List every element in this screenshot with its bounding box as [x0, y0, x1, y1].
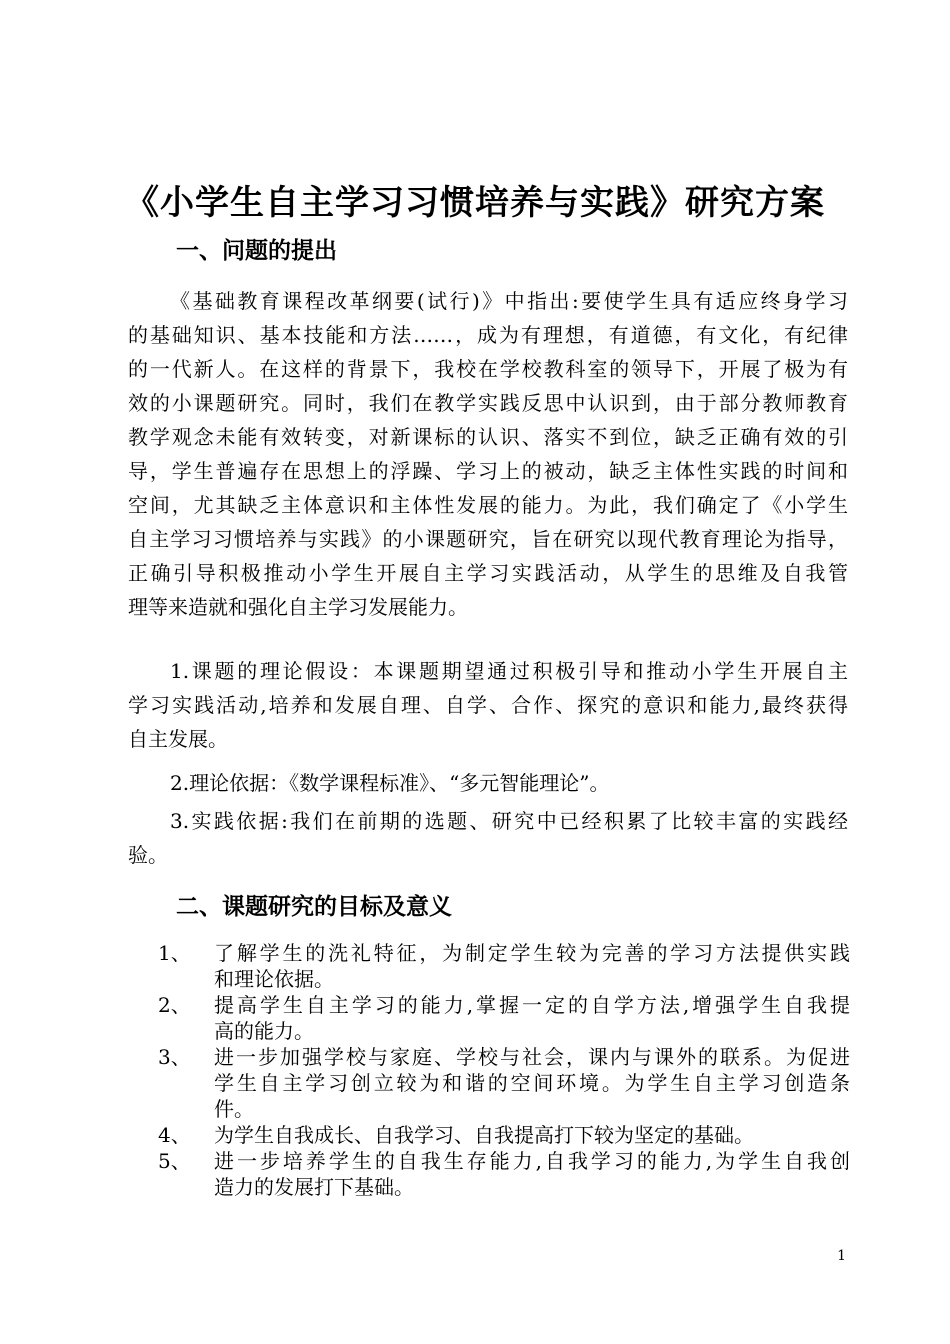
list-item-number: 1、	[158, 941, 191, 965]
list-item	[128, 1148, 850, 1200]
list-item	[128, 1122, 850, 1148]
paragraph-line: 《基础教育课程改革纲要(试行)》中指出:要使学生具有适应终身学习	[170, 289, 848, 313]
list-item-line: 件。	[214, 1097, 254, 1121]
paragraph-line: 自主发展。	[128, 727, 228, 751]
paragraph-line: 导，学生普遍存在思想上的浮躁、学习上的被动，缺乏主体性实践的时间和	[128, 459, 848, 483]
paragraph-line: 效的小课题研究。同时，我们在教学实践反思中认识到，由于部分教师教育	[128, 391, 848, 415]
list-item-line: 高的能力。	[214, 1019, 314, 1043]
list-item-line: 学生自主学习创立较为和谐的空间环境。为学生自主学习创造条	[214, 1071, 850, 1095]
list-item	[128, 940, 850, 992]
paragraph-line: 的基础知识、基本技能和方法……，成为有理想，有道德，有文化，有纪律	[128, 323, 848, 347]
paragraph-theory-basis	[128, 766, 848, 800]
page-number: 1	[837, 1248, 846, 1264]
list-item-line: 提高学生自主学习的能力,掌握一定的自学方法,增强学生自我提	[214, 993, 850, 1017]
paragraph-background	[128, 284, 848, 624]
list-item-line: 进一步培养学生的自我生存能力,自我学习的能力,为学生自我创	[214, 1149, 850, 1173]
paragraph-line: 学习实践活动,培养和发展自理、自学、合作、探究的意识和能力,最终获得	[128, 693, 848, 717]
paragraph-hypothesis	[128, 654, 848, 756]
paragraph-line: 教学观念未能有效转变，对新课标的认识、落实不到位，缺乏正确有效的引	[128, 425, 848, 449]
list-item-line: 了解学生的洗礼特征，为制定学生较为完善的学习方法提供实践	[214, 941, 850, 965]
paragraph-line: 理等来造就和强化自主学习发展能力。	[128, 595, 468, 619]
list-item-line: 和理论依据。	[214, 967, 334, 991]
list-item-line: 造力的发展打下基础。	[214, 1175, 414, 1199]
list-item	[128, 1044, 850, 1122]
list-item-line: 为学生自我成长、自我学习、自我提高打下较为坚定的基础。	[214, 1123, 754, 1147]
document-title: 《小学生自主学习习惯培养与实践》研究方案	[125, 183, 825, 223]
section-heading-problem: 一、问题的提出	[176, 238, 337, 264]
paragraph-line: 的一代新人。在这样的背景下，我校在学校教科室的领导下，开展了极为有	[128, 357, 848, 381]
list-item	[128, 992, 850, 1044]
paragraph-line: 1.课题的理论假设：本课题期望通过积极引导和推动小学生开展自主	[170, 659, 848, 683]
list-item-number: 3、	[158, 1045, 191, 1069]
paragraph-practice-basis	[128, 804, 848, 872]
goals-list	[128, 940, 850, 1200]
paragraph-line: 3.实践依据:我们在前期的选题、研究中已经积累了比较丰富的实践经	[170, 809, 848, 833]
paragraph-line: 自主学习习惯培养与实践》的小课题研究，旨在研究以现代教育理论为指导，	[128, 527, 848, 551]
paragraph-line: 2.理论依据：《数学课程标准》、“多元智能理论”。	[170, 771, 610, 795]
paragraph-line: 验。	[128, 843, 168, 867]
paragraph-line: 空间，尤其缺乏主体意识和主体性发展的能力。为此，我们确定了《小学生	[128, 493, 848, 517]
list-item-line: 进一步加强学校与家庭、学校与社会，课内与课外的联系。为促进	[214, 1045, 850, 1069]
list-item-number: 4、	[158, 1123, 191, 1147]
list-item-number: 2、	[158, 993, 191, 1017]
paragraph-line: 正确引导积极推动小学生开展自主学习实践活动，从学生的思维及自我管	[128, 561, 848, 585]
section-heading-goals: 二、课题研究的目标及意义	[176, 894, 452, 920]
list-item-number: 5、	[158, 1149, 191, 1173]
